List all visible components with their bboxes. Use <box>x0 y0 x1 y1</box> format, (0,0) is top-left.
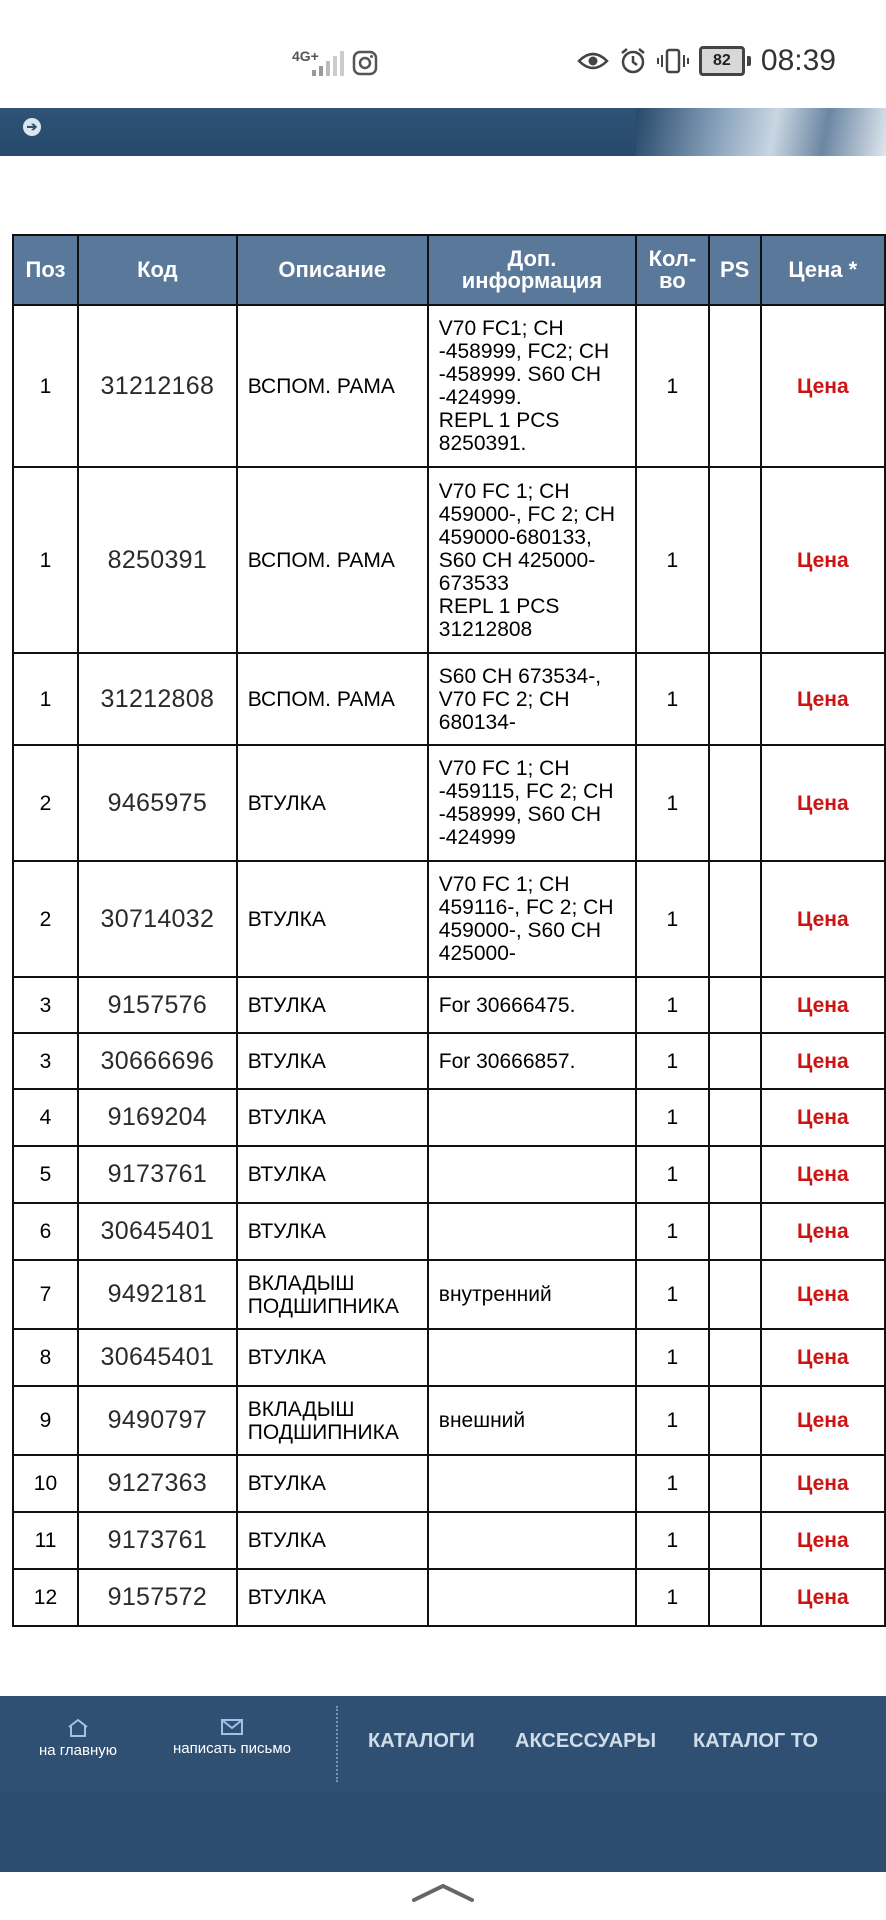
battery-tip <box>747 56 751 66</box>
table-row <box>13 1033 885 1089</box>
cell-description: ВТУЛКА <box>237 977 428 1033</box>
cell-ps <box>709 1033 761 1089</box>
vibrate-icon <box>657 47 689 75</box>
cell-code: 30666696 <box>78 1033 237 1089</box>
cell-qty: 1 <box>636 1386 709 1455</box>
cell-qty: 1 <box>636 1455 709 1512</box>
write-letter-button[interactable] <box>152 1718 312 1757</box>
home-button[interactable] <box>26 1718 130 1759</box>
site-header <box>0 108 886 156</box>
system-nav-bar <box>0 1872 886 1920</box>
cell-description: ВТУЛКА <box>237 1203 428 1260</box>
cell-pos: 2 <box>13 861 78 977</box>
cell-info <box>428 1455 636 1512</box>
arrow-circle-icon[interactable]: ➔ <box>23 118 41 136</box>
cell-price <box>761 653 885 745</box>
price-link[interactable]: Цена <box>796 1049 849 1073</box>
table-row <box>13 1386 885 1455</box>
cell-info: For 30666475. <box>428 977 636 1033</box>
table-row <box>13 1146 885 1203</box>
cell-qty: 1 <box>636 1033 709 1089</box>
cell-code: 9465975 <box>78 745 237 861</box>
cell-description: ВСПОМ. РАМА <box>237 653 428 745</box>
cell-description: ВТУЛКА <box>237 1455 428 1512</box>
header-pos: Поз <box>13 235 78 305</box>
price-link[interactable]: Цена <box>796 548 849 572</box>
nav-catalogs[interactable]: КАТАЛОГИ <box>368 1730 475 1752</box>
header-info: Доп. информация <box>428 235 636 305</box>
cell-ps <box>709 305 761 467</box>
cell-description: ВТУЛКА <box>237 1512 428 1569</box>
cell-qty: 1 <box>636 653 709 745</box>
cell-price <box>761 1386 885 1455</box>
footer-bottom-band <box>0 1792 886 1872</box>
cell-price <box>761 1033 885 1089</box>
header-description: Описание <box>237 235 428 305</box>
status-bar <box>0 0 886 108</box>
home-label: на главную <box>38 1742 118 1759</box>
price-link[interactable]: Цена <box>796 791 849 815</box>
cell-info: For 30666857. <box>428 1033 636 1089</box>
cell-code: 31212168 <box>78 305 237 467</box>
nav-accessories[interactable]: АКСЕССУАРЫ <box>515 1730 657 1752</box>
cell-info <box>428 1569 636 1626</box>
cell-info <box>428 1203 636 1260</box>
cell-qty: 1 <box>636 745 709 861</box>
table-row <box>13 1260 885 1329</box>
cell-info: V70 FC 1; CH 459000-, FC 2; CH 459000-680133, S60 CH 425000-673533 REPL 1 PCS 31212808 <box>428 467 636 653</box>
cell-pos: 3 <box>13 1033 78 1089</box>
cell-pos: 10 <box>13 1455 78 1512</box>
cell-qty: 1 <box>636 305 709 467</box>
price-link[interactable]: Цена <box>796 1163 849 1186</box>
table-row <box>13 1569 885 1626</box>
header-price: Цена * <box>761 235 885 305</box>
cell-qty: 1 <box>636 1089 709 1146</box>
cell-info: V70 FC 1; CH 459116-, FC 2; CH 459000-, S60 CH 425000- <box>428 861 636 977</box>
cell-pos: 12 <box>13 1569 78 1626</box>
cell-code: 9157572 <box>78 1569 237 1626</box>
cell-info <box>428 1329 636 1386</box>
cell-pos: 1 <box>13 467 78 653</box>
price-link[interactable]: Цена <box>796 1409 849 1432</box>
footer-divider <box>336 1706 338 1782</box>
cell-description: ВТУЛКА <box>237 745 428 861</box>
cell-pos: 11 <box>13 1512 78 1569</box>
cell-qty: 1 <box>636 1146 709 1203</box>
header-qty: Кол-во <box>636 235 709 305</box>
cell-price <box>761 1569 885 1626</box>
cell-price <box>761 1512 885 1569</box>
cell-price <box>761 305 885 467</box>
cell-code: 9490797 <box>78 1386 237 1455</box>
cell-description: ВТУЛКА <box>237 1089 428 1146</box>
nav-service-catalog[interactable]: КАТАЛОГ ТО <box>693 1730 819 1752</box>
cell-ps <box>709 1203 761 1260</box>
cell-ps <box>709 861 761 977</box>
table-row <box>13 977 885 1033</box>
clock: 08:39 <box>760 44 836 77</box>
cell-price <box>761 1146 885 1203</box>
cell-qty: 1 <box>636 1569 709 1626</box>
table-row <box>13 1455 885 1512</box>
price-link[interactable]: Цена <box>796 1106 849 1129</box>
price-link[interactable]: Цена <box>796 374 849 398</box>
cell-pos: 2 <box>13 745 78 861</box>
cell-pos: 7 <box>13 1260 78 1329</box>
cell-ps <box>709 467 761 653</box>
footer-nav <box>0 1696 886 1792</box>
header-code: Код <box>78 235 237 305</box>
price-link[interactable]: Цена <box>796 1283 849 1306</box>
cell-ps <box>709 1455 761 1512</box>
cell-qty: 1 <box>636 1203 709 1260</box>
cell-info <box>428 1146 636 1203</box>
cell-code: 8250391 <box>78 467 237 653</box>
price-link[interactable]: Цена <box>796 687 849 711</box>
price-link[interactable]: Цена <box>796 1529 849 1552</box>
cell-code: 9157576 <box>78 977 237 1033</box>
cell-info: V70 FC1; CH -458999, FC2; CH -458999. S60 CH -424999. REPL 1 PCS 8250391. <box>428 305 636 467</box>
cell-price <box>761 1329 885 1386</box>
cell-qty: 1 <box>636 1512 709 1569</box>
cell-ps <box>709 977 761 1033</box>
table-header-row <box>13 235 885 305</box>
home-icon <box>66 1718 90 1738</box>
cell-description: ВТУЛКА <box>237 1329 428 1386</box>
signal-icon <box>310 50 344 78</box>
cell-info: S60 CH 673534-, V70 FC 2; CH 680134- <box>428 653 636 745</box>
cell-ps <box>709 1569 761 1626</box>
cell-qty: 1 <box>636 861 709 977</box>
cell-code: 9173761 <box>78 1512 237 1569</box>
table-row <box>13 653 885 745</box>
price-link[interactable]: Цена <box>796 1586 849 1609</box>
cell-info <box>428 1089 636 1146</box>
cell-code: 9169204 <box>78 1089 237 1146</box>
mail-icon <box>220 1718 244 1736</box>
cell-description: ВСПОМ. РАМА <box>237 467 428 653</box>
cell-price <box>761 745 885 861</box>
table-row <box>13 305 885 467</box>
table-row <box>13 1329 885 1386</box>
cell-price <box>761 977 885 1033</box>
cell-ps <box>709 653 761 745</box>
cell-price <box>761 1089 885 1146</box>
cell-description: ВКЛАДЫШ ПОДШИПНИКА <box>237 1386 428 1455</box>
cell-qty: 1 <box>636 1260 709 1329</box>
cell-price <box>761 1203 885 1260</box>
cell-qty: 1 <box>636 977 709 1033</box>
cell-code: 30645401 <box>78 1329 237 1386</box>
cell-code: 9173761 <box>78 1146 237 1203</box>
price-link[interactable]: Цена <box>796 1220 849 1243</box>
price-link[interactable]: Цена <box>796 1472 849 1495</box>
price-link[interactable]: Цена <box>796 993 849 1017</box>
cell-code: 30645401 <box>78 1203 237 1260</box>
cell-ps <box>709 745 761 861</box>
table-row <box>13 745 885 861</box>
instagram-icon <box>352 50 378 76</box>
cell-price <box>761 467 885 653</box>
network-type: 4G+ <box>292 48 319 64</box>
cell-ps <box>709 1329 761 1386</box>
cell-pos: 8 <box>13 1329 78 1386</box>
cell-price <box>761 1455 885 1512</box>
cell-pos: 6 <box>13 1203 78 1260</box>
cell-pos: 3 <box>13 977 78 1033</box>
chevron-up-icon[interactable] <box>410 1880 476 1904</box>
alarm-icon <box>619 47 647 75</box>
cell-qty: 1 <box>636 1329 709 1386</box>
table-row <box>13 467 885 653</box>
cell-ps <box>709 1146 761 1203</box>
cell-pos: 5 <box>13 1146 78 1203</box>
cell-pos: 4 <box>13 1089 78 1146</box>
table-row <box>13 1512 885 1569</box>
cell-info: внешний <box>428 1386 636 1455</box>
cell-price <box>761 861 885 977</box>
mail-label: написать письмо <box>173 1740 291 1757</box>
cell-description: ВСПОМ. РАМА <box>237 305 428 467</box>
cell-pos: 1 <box>13 653 78 745</box>
cell-ps <box>709 1512 761 1569</box>
cell-ps <box>709 1260 761 1329</box>
cell-price <box>761 1260 885 1329</box>
eye-icon <box>577 50 609 72</box>
cell-info <box>428 1512 636 1569</box>
cell-code: 31212808 <box>78 653 237 745</box>
cell-code: 9127363 <box>78 1455 237 1512</box>
table-row <box>13 1203 885 1260</box>
cell-code: 9492181 <box>78 1260 237 1329</box>
parts-table <box>12 234 886 1627</box>
battery-indicator <box>699 46 751 76</box>
cell-pos: 1 <box>13 305 78 467</box>
cell-pos: 9 <box>13 1386 78 1455</box>
cell-description: ВТУЛКА <box>237 1033 428 1089</box>
table-row <box>13 861 885 977</box>
cell-info: V70 FC 1; CH -459115, FC 2; CH -458999, S60 CH -424999 <box>428 745 636 861</box>
cell-description: ВТУЛКА <box>237 1146 428 1203</box>
table-row <box>13 1089 885 1146</box>
header-banner-image <box>636 108 886 156</box>
cell-qty: 1 <box>636 467 709 653</box>
price-link[interactable]: Цена <box>796 907 849 931</box>
battery-level: 82 <box>699 46 745 76</box>
header-ps: PS <box>709 235 761 305</box>
cell-description: ВТУЛКА <box>237 861 428 977</box>
cell-code: 30714032 <box>78 861 237 977</box>
price-link[interactable]: Цена <box>796 1346 849 1369</box>
cell-ps <box>709 1089 761 1146</box>
cell-info: внутренний <box>428 1260 636 1329</box>
cell-ps <box>709 1386 761 1455</box>
cell-description: ВТУЛКА <box>237 1569 428 1626</box>
cell-description: ВКЛАДЫШ ПОДШИПНИКА <box>237 1260 428 1329</box>
